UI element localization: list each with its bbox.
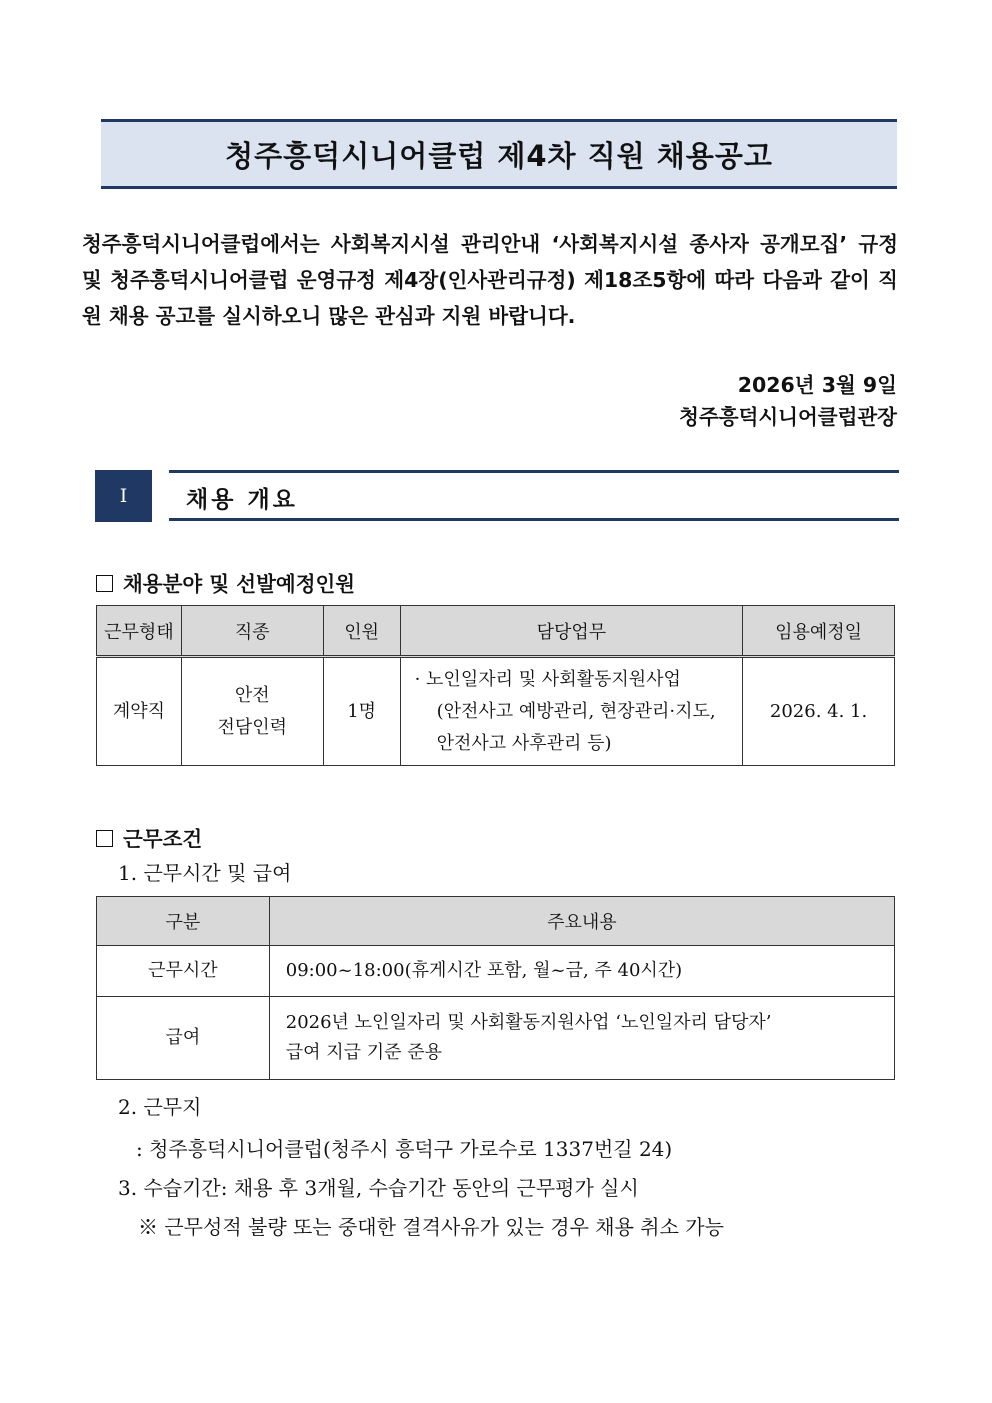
- table-header-row: [97, 606, 895, 657]
- recruit-table: [96, 605, 895, 766]
- table-header-cell: 인원: [323, 606, 400, 657]
- table-header-cell: 구분: [97, 897, 270, 946]
- table-header-row: [97, 897, 895, 946]
- conditions-table: [96, 896, 895, 1080]
- checkbox-square-icon: [96, 830, 113, 847]
- table-row: [97, 657, 895, 766]
- employment-type-cell: 계약직: [97, 657, 182, 766]
- conditions-heading: [96, 822, 202, 852]
- title-box: [101, 119, 897, 189]
- job-line: 전담인력: [217, 716, 288, 738]
- table-row: [97, 997, 895, 1080]
- section-divider-bottom: [169, 518, 899, 521]
- row-value-line: 2026년 노인일자리 및 사회활동지원사업 ‘노인일자리 담당자’: [285, 1012, 772, 1033]
- section-divider-top: [169, 470, 899, 473]
- condition-item-2: 2. 근무지: [118, 1095, 202, 1119]
- section-title: 채용 개요: [186, 487, 298, 513]
- headcount-cell: 1명: [323, 657, 400, 766]
- duty-line: 안전사고 사후관리 등): [436, 732, 612, 754]
- row-label: 급여: [97, 997, 270, 1080]
- condition-item-1: 1. 근무시간 및 급여: [118, 861, 292, 885]
- table-row: [97, 946, 895, 997]
- table-header-cell: 직종: [181, 606, 323, 657]
- row-value-line: 09:00~18:00(휴게시간 포함, 월~금, 주 40시간): [285, 960, 683, 981]
- probation-note: ※ 근무성적 불량 또는 중대한 결격사유가 있는 경우 채용 취소 가능: [138, 1215, 724, 1239]
- page-title: 청주흥덕시니어클럽 제4차 직원 채용공고: [225, 138, 773, 173]
- table-header-cell: 담당업무: [400, 606, 743, 657]
- row-value-line: 급여 지급 기준 준용: [285, 1042, 443, 1063]
- checkbox-square-icon: [96, 575, 113, 592]
- section-number-badge: Ⅰ: [95, 470, 152, 522]
- table-header-cell: 주요내용: [269, 897, 894, 946]
- issuer-name: 청주흥덕시니어클럽관장: [679, 405, 897, 429]
- job-cell: [181, 657, 323, 766]
- duty-line: · 노인일자리 및 사회활동지원사업: [414, 668, 681, 690]
- intro-paragraph: 청주흥덕시니어클럽에서는 사회복지시설 관리안내 ‘사회복지시설 종사자 공개모집’ 규정 및 청주흥덕시니어클럽 운영규정 제4장(인사관리규정) 제18조5항에 따라 다음과 같이 직원 채용 공고를 실시하오니 많은 관심과 지원 바랍니다.: [82, 232, 898, 328]
- job-line: 안전: [234, 684, 270, 706]
- workplace-address: : 청주흥덕시니어클럽(청주시 흥덕구 가로수로 1337번길 24): [136, 1137, 673, 1161]
- recruit-heading-text: 채용분야 및 선발예정인원: [123, 572, 356, 596]
- notice-date: 2026년 3월 9일: [737, 373, 897, 397]
- condition-item-3: 3. 수습기간: 채용 후 3개월, 수습기간 동안의 근무평가 실시: [118, 1176, 639, 1200]
- row-label: 근무시간: [97, 946, 270, 997]
- row-value: [269, 997, 894, 1080]
- row-value: [269, 946, 894, 997]
- table-header-cell: 임용예정일: [743, 606, 895, 657]
- duty-cell: [400, 657, 743, 766]
- table-header-cell: 근무형태: [97, 606, 182, 657]
- start-date-cell: 2026. 4. 1.: [743, 657, 895, 766]
- duty-line: (안전사고 예방관리, 현장관리·지도,: [436, 700, 716, 722]
- recruit-heading: [96, 567, 355, 597]
- conditions-heading-text: 근무조건: [123, 827, 203, 851]
